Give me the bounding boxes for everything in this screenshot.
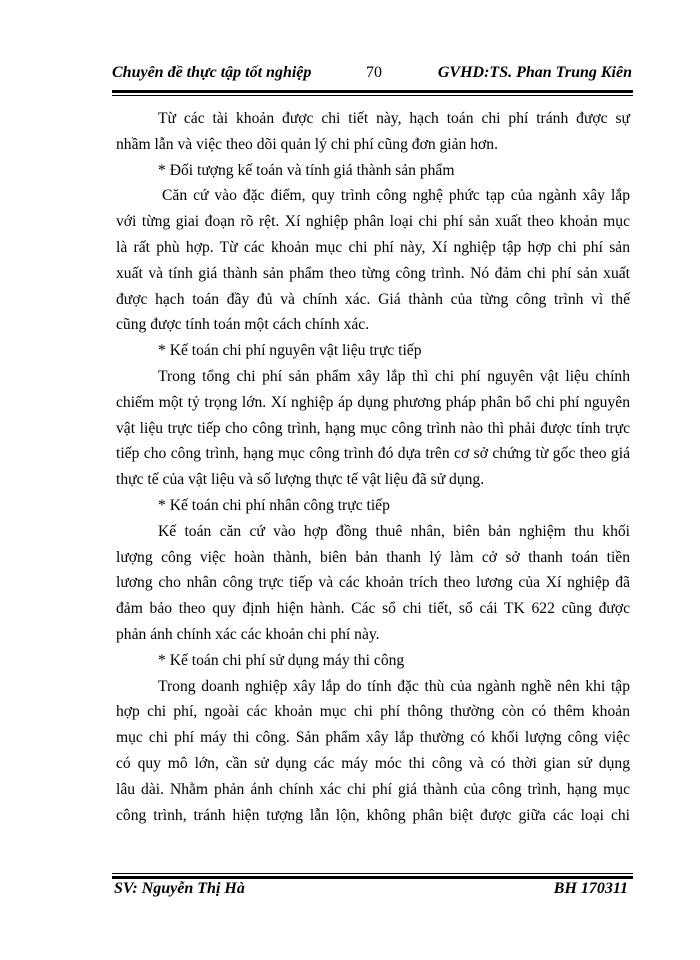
text-line: Kế toán căn cứ vào hợp đồng thuê nhân, biên bản nghiệm thu khối — [158, 522, 630, 540]
text-line: * Kế toán chi phí nguyên vật liệu trực tiếp — [158, 342, 422, 360]
header-rule-thick — [112, 90, 633, 93]
text-line: lâu dài. Nhằm phản ánh chính xác chi phí giá thành của công trình, hạng mục — [116, 780, 630, 798]
footer-rule-thick — [112, 876, 633, 879]
header-title: Chuyên đề thực tập tốt nghiệp — [112, 64, 312, 81]
text-line: thực tế của vật liệu và số lượng thực tế vật liệu đã sử dụng. — [116, 471, 485, 489]
text-line: cũng được tính toán một cách chính xác. — [116, 316, 370, 334]
text-line: là rất phù hợp. Từ các khoản mục chi phí này, Xí nghiệp tập hợp chi phí sản — [116, 238, 630, 256]
student-id: BH 170311 — [553, 880, 628, 897]
text-line: Từ các tài khoản được chi tiết này, hạch toán chi phí tránh được sự — [158, 110, 630, 127]
text-line: được hạch toán đầy đủ và chính xác. Giá thành của từng công trình vì thế — [116, 290, 630, 308]
page-header — [112, 62, 632, 88]
page-number: 70 — [366, 64, 382, 81]
text-line: vật liệu trực tiếp cho công trình, hạng mục công trình nào thì phải được tính trực — [116, 419, 630, 437]
text-line: có quy mô lớn, cần sử dụng các máy móc thi công và có thời gian sử dụng — [116, 754, 630, 772]
header-advisor: GVHD:TS. Phan Trung Kiên — [437, 64, 632, 81]
header-rule-thin — [112, 95, 633, 96]
text-line: tiếp cho công trình, hạng mục công trình đó dựa trên cơ sở chứng từ gốc theo giá — [116, 445, 630, 463]
text-line: đảm bảo theo quy định hiện hành. Các sổ chi tiết, sổ cái TK 622 cũng được — [116, 600, 630, 618]
student-name: SV: Nguyễn Thị Hà — [114, 880, 245, 897]
text-line: phản ánh chính xác các khoản chi phí này. — [116, 625, 380, 643]
text-line: * Đối tượng kế toán và tính giá thành sản phẩm — [158, 161, 455, 179]
text-line: * Kế toán chi phí sử dụng máy thi công — [158, 651, 405, 669]
text-line: mục chi phí máy thi công. Sản phẩm xây lắp thường có khối lượng công việc — [116, 729, 630, 747]
text-line: * Kế toán chi phí nhân công trực tiếp — [158, 496, 390, 514]
body-text — [116, 106, 630, 828]
text-line: công trình, tránh hiện tượng lẫn lộn, không phân biệt được giữa các loại chi — [116, 806, 630, 824]
text-line: lương cho nhân công trực tiếp và các khoản trích theo lương của Xí nghiệp đã — [116, 574, 630, 592]
footer-rule-thin — [112, 873, 633, 874]
text-line: lượng công việc hoàn thành, biên bản thanh lý làm cở sở thanh toán tiền — [116, 548, 630, 566]
text-line: Trong tổng chi phí sản phẩm xây lắp thì chi phí nguyên vật liệu chính — [158, 367, 630, 385]
text-line: Trong doanh nghiệp xây lắp do tính đặc thù của ngành nghề nên khi tập — [158, 677, 630, 695]
text-line: với từng giai đoạn rõ rệt. Xí nghiệp phân loại chi phí sản xuất theo khoản mục — [116, 213, 630, 231]
page-footer — [112, 880, 632, 904]
text-line: chiếm một tỷ trọng lớn. Xí nghiệp áp dụng phương pháp phân bổ chi phí nguyên — [116, 393, 630, 411]
text-line: nhầm lẫn và việc theo dõi quản lý chi phí cũng đơn giản hơn. — [116, 135, 498, 153]
text-line: xuất và tính giá thành sản phẩm theo từng công trình. Nó đảm chi phí sản xuất — [116, 264, 630, 282]
text-line: Căn cứ vào đặc điểm, quy trình công nghệ phức tạp của ngành xây lắp — [162, 187, 630, 205]
text-line: hợp chi phí, ngoài các khoản mục chi phí thông thường còn có thêm khoản — [116, 703, 630, 721]
